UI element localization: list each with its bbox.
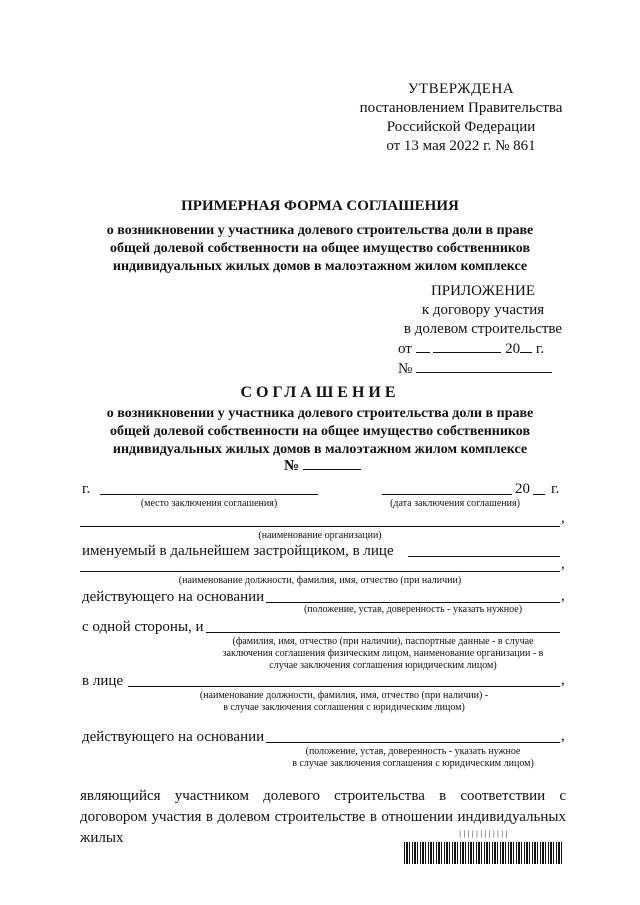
barcode-image	[404, 842, 564, 864]
acting-comma: ,	[561, 588, 565, 604]
approval-heading: УТВЕРЖДЕНА	[407, 81, 515, 97]
annex-line-1: к договору участия	[421, 302, 545, 318]
acting2-text: действующего на основании	[82, 729, 265, 745]
date-year-prefix: 20	[515, 481, 530, 497]
org-comma: ,	[561, 510, 565, 526]
annex-heading: ПРИЛОЖЕНИЕ	[430, 283, 536, 299]
form-subtitle	[60, 222, 580, 276]
form-subtitle-line-1: о возникновении у участника долевого строительства доли в праве	[106, 223, 534, 238]
acting-text: действующего на основании	[82, 589, 265, 605]
participant-caption-line-3: случае заключения соглашения юридическим лицом)	[269, 660, 497, 671]
acting2-caption-line-1: (положение, устав, доверенность - указать нужное	[305, 746, 521, 757]
annex-year-suffix: г.	[535, 341, 545, 357]
position-caption: (наименование должности, фамилия, имя, отчество (при наличии)	[178, 575, 462, 586]
person-caption-line-2: в случае заключения соглашения с юридическим лицом)	[223, 702, 465, 713]
date-year-suffix: г.	[551, 481, 560, 497]
annex-number-field[interactable]	[416, 359, 552, 373]
date-field[interactable]	[382, 494, 512, 495]
acting2-caption-line-2: в случае заключения соглашения с юридическим лицом)	[292, 758, 534, 769]
annex-day-field[interactable]	[416, 339, 430, 353]
developer-text: именуемый в дальнейшем застройщиком, в лице	[82, 543, 394, 559]
agreement-number-line	[284, 456, 361, 475]
annex-date-line	[398, 339, 568, 359]
position-comma: ,	[561, 556, 565, 572]
acting2-comma: ,	[561, 728, 565, 744]
agreement-subtitle-line-2: общей долевой собственности на общее имущество собственников	[109, 424, 530, 439]
annex-line-2: в долевом строительстве	[403, 321, 563, 337]
barcode-number: ||||||||||||	[458, 830, 509, 838]
agreement-title: СОГЛАШЕНИЕ	[240, 384, 400, 401]
acting-basis-caption: (положение, устав, доверенность - указать нужное)	[303, 604, 523, 615]
agreement-subtitle	[60, 405, 580, 459]
annex-year-prefix: 20	[505, 341, 521, 357]
participant-caption-line-2: заключения соглашения физическим лицом, наименование организации - в	[222, 648, 544, 659]
form-subtitle-line-3: индивидуальных жилых домов в малоэтажном жилом комплексе	[112, 259, 528, 274]
acting2-basis-caption	[266, 746, 560, 770]
agreement-subtitle-line-3: индивидуальных жилых домов в малоэтажном жилом комплексе	[112, 442, 528, 457]
body-paragraph: являющийся участником долевого строительства в соответствии с договором участия в долевом строительстве в отношении индивидуальных жилых	[80, 788, 566, 846]
acting-basis-field[interactable]	[266, 602, 560, 603]
annex-number-line	[398, 359, 568, 379]
person-field[interactable]	[128, 686, 560, 687]
developer-rep-field[interactable]	[408, 556, 560, 557]
organization-field[interactable]	[80, 526, 560, 527]
annex-date-prefix: от	[398, 341, 412, 357]
agreement-number-sign: №	[284, 458, 300, 474]
place-field[interactable]	[100, 494, 318, 495]
form-subtitle-line-2: общей долевой собственности на общее имущество собственников	[109, 241, 530, 256]
annex-month-field[interactable]	[433, 339, 501, 353]
form-title: ПРИМЕРНАЯ ФОРМА СОГЛАШЕНИЯ	[181, 198, 459, 214]
date-caption: (дата заключения соглашения)	[390, 498, 520, 509]
approval-line-2: Российской Федерации	[386, 119, 536, 135]
acting2-basis-field[interactable]	[266, 742, 560, 743]
participant-field[interactable]	[206, 632, 560, 633]
position-field[interactable]	[80, 571, 560, 572]
agreement-number-field[interactable]	[303, 456, 361, 470]
person-caption-line-1: (наименование должности, фамилия, имя, отчество (при наличии) -	[199, 690, 489, 701]
participant-caption-line-1: (фамилия, имя, отчество (при наличии), паспортные данные - в случае	[232, 636, 534, 647]
city-prefix: г.	[82, 481, 91, 497]
approval-line-3: от 13 мая 2022 г. № 861	[386, 138, 536, 154]
annex-number-sign: №	[398, 361, 413, 377]
annex-year-field[interactable]	[520, 339, 532, 353]
agreement-subtitle-line-1: о возникновении у участника долевого строительства доли в праве	[106, 406, 534, 421]
place-caption: (место заключения соглашения)	[140, 498, 278, 509]
person-caption	[128, 690, 560, 714]
annex-block	[398, 282, 568, 379]
approval-block	[356, 80, 566, 156]
approval-line-1: постановлением Правительства	[359, 100, 563, 116]
person-comma: ,	[561, 672, 565, 688]
participant-caption	[206, 636, 560, 672]
person-text: в лице	[82, 673, 124, 689]
date-year-field[interactable]	[533, 494, 545, 495]
organization-caption: (наименование организации)	[258, 530, 382, 541]
one-side-text: с одной стороны, и	[82, 619, 204, 635]
